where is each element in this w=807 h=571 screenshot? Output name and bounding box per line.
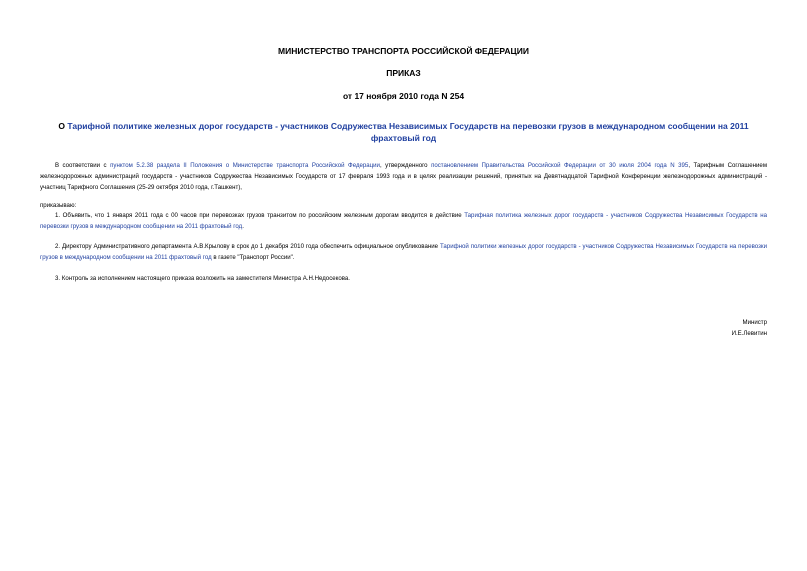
order-word: приказываю: [40, 202, 77, 209]
preamble-link-resolution[interactable]: постановлением Правительства Российской Федерации от 30 июля 2004 года N 395 [431, 162, 689, 169]
item2-link[interactable]: Тарифной политики железных дорог государств - участников Содружества Независимых Государств на перевозки грузов в международном сообщении на 2011 фрахтовый год [40, 243, 767, 261]
order-item-3: 3. Контроль за исполнением настоящего приказа возложить на заместителя Министра А.Н.Недосекова. [55, 275, 351, 282]
item2-text-2: в газете "Транспорт России". [211, 254, 295, 261]
item1-text-2: . [242, 223, 244, 230]
order-item-2 [40, 241, 767, 263]
ministry-heading: МИНИСТЕРСТВО ТРАНСПОРТА РОССИЙСКОЙ ФЕДЕРАЦИИ [278, 46, 529, 56]
item1-text-1: 1. Объявить, что 1 января 2011 года с 00 часов при перевозках грузов транзитом по российским железным дорогам вводится в действие [55, 212, 465, 219]
document-date-number: от 17 ноября 2010 года N 254 [342, 91, 465, 101]
title-link[interactable]: Тарифной политике железных дорог государств - участников Содружества Независимых Государств на перевозки грузов в международном сообщении на 2011 фрахтовый год [67, 121, 749, 143]
preamble-text-1: В соответствии с [55, 162, 111, 169]
signature-position: Министр [742, 319, 767, 326]
preamble-text-2: , утвержденного [379, 162, 432, 169]
item1-link[interactable]: Тарифная политика железных дорог государств - участников Содружества Независимых Государств на перевозки грузов в международном сообщении на 2011 фрахтовый год [40, 212, 767, 230]
item2-text-1: 2. Директору Административного департамента А.В.Крылову в срок до 1 декабря 2010 года обеспечить официальное опубликование [55, 243, 440, 250]
document-type-heading: ПРИКАЗ [386, 68, 421, 78]
preamble-text-3: , Тарифным Соглашением железнодорожных администраций государств - участников Содружества Независимых Государств от 17 февраля 1993 года и в целях реализации решений, принятых на Девятнадцатой Тарифной Конференции железнодорожных администраций - участниц Тарифного Соглашения (25-29 октября 2010 года, г.Ташкент), [40, 162, 768, 191]
preamble-paragraph [40, 160, 767, 193]
document-title [40, 120, 767, 144]
signature-name: И.Е.Левитин [731, 330, 767, 337]
order-item-1 [40, 210, 767, 232]
preamble-link-regulation[interactable]: пунктом 5.2.38 раздела II Положения о Министерстве транспорта Российской Федерации [110, 162, 380, 169]
title-prefix: О [58, 121, 68, 131]
